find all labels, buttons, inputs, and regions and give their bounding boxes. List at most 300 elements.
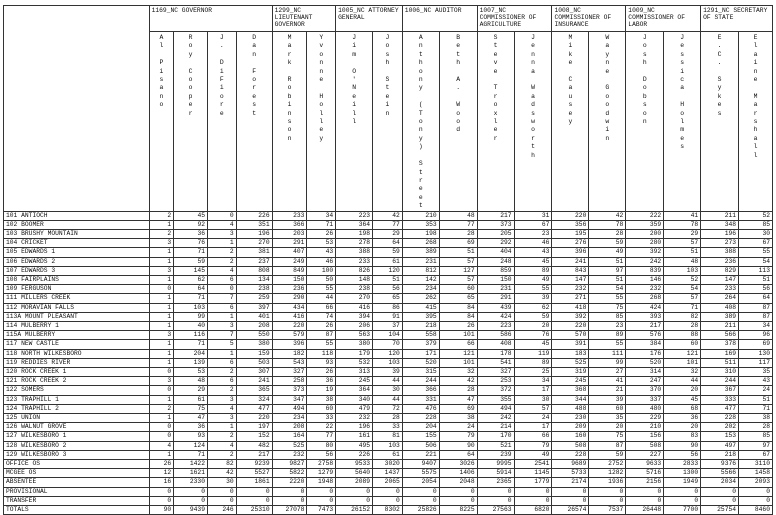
vote-count: 20: [664, 386, 701, 395]
vote-count: 0: [208, 211, 237, 220]
vote-count: 268: [402, 239, 439, 248]
vote-count: 389: [701, 312, 739, 321]
vote-count: 0: [514, 496, 552, 505]
vote-count: 5566: [701, 469, 739, 478]
vote-count: 60: [439, 285, 477, 294]
vote-count: 2048: [439, 478, 477, 487]
vote-count: 44: [373, 377, 403, 386]
vote-count: 7: [208, 294, 237, 303]
table-row: [4, 303, 773, 312]
vote-count: 843: [552, 266, 589, 275]
vote-count: 337: [626, 395, 664, 404]
candidate-header-anthony-tony-street: [402, 32, 439, 212]
vote-count: 32: [439, 367, 477, 376]
vote-count: 826: [336, 266, 373, 275]
vote-count: 46: [307, 257, 336, 266]
vote-count: 82: [664, 312, 701, 321]
vote-count: 829: [701, 266, 739, 275]
vote-count: 2: [208, 257, 237, 266]
vote-count: 228: [552, 450, 589, 459]
vote-count: 333: [701, 395, 739, 404]
vote-count: 71: [307, 220, 336, 229]
vote-count: 241: [552, 257, 589, 266]
vote-count: 520: [626, 358, 664, 367]
vote-count: 208: [236, 321, 272, 330]
vote-count: 26: [307, 229, 336, 238]
vote-count: 220: [552, 321, 589, 330]
vote-count: 93: [174, 432, 208, 441]
vote-count: 51: [373, 275, 403, 284]
vote-count: 271: [552, 294, 589, 303]
vote-count: 69: [439, 239, 477, 248]
vote-count: 4: [208, 266, 237, 275]
vote-count: 89: [589, 331, 626, 340]
office-header-1009-nc-commissioner-of-labor: 1009_NC COMMISSIONER OF LABOR: [626, 6, 701, 32]
candidate-name: E . C . S y k e s: [717, 34, 722, 117]
vote-count: 0: [149, 423, 174, 432]
vote-count: 238: [236, 285, 272, 294]
candidate-header-jessica-holmes: [664, 32, 701, 212]
vote-count: 36: [174, 423, 208, 432]
office-header-1291-nc-secretary-of-state: 1291_NC SECRETARY OF STATE: [701, 6, 773, 32]
vote-count: 134: [236, 275, 272, 284]
vote-count: 156: [626, 432, 664, 441]
vote-count: 92: [174, 220, 208, 229]
vote-count: 2: [208, 367, 237, 376]
vote-count: 8460: [739, 506, 773, 515]
vote-count: 353: [402, 220, 439, 229]
vote-count: 2: [208, 386, 237, 395]
vote-count: 28: [373, 414, 403, 423]
vote-count: 53: [174, 367, 208, 376]
vote-count: 1: [149, 450, 174, 459]
vote-count: 120: [373, 349, 403, 358]
vote-count: 1: [149, 257, 174, 266]
vote-count: 84: [439, 303, 477, 312]
office-header-1299-nc-lieutenant-governor: 1299_NC LIEUTENANT GOVERNOR: [272, 6, 336, 32]
vote-count: 220: [236, 414, 272, 423]
vote-count: 87: [589, 441, 626, 450]
vote-count: 48: [439, 211, 477, 220]
vote-count: 97: [739, 441, 773, 450]
vote-count: 223: [477, 321, 514, 330]
vote-count: 83: [664, 432, 701, 441]
candidate-header-yvonne-holley: [307, 32, 336, 212]
precinct-name: 103 BRUSHY MOUNTAIN: [4, 229, 150, 238]
vote-count: 35: [589, 414, 626, 423]
vote-count: 171: [402, 349, 439, 358]
vote-count: 67: [739, 450, 773, 459]
vote-count: 570: [552, 331, 589, 340]
vote-count: 65: [439, 294, 477, 303]
candidate-name: A l P i s a n o: [159, 34, 164, 109]
vote-count: 511: [701, 358, 739, 367]
vote-count: 127: [439, 266, 477, 275]
vote-count: 62: [514, 303, 552, 312]
vote-count: 482: [236, 441, 272, 450]
vote-count: 42: [373, 211, 403, 220]
vote-count: 340: [336, 395, 373, 404]
vote-count: 1: [149, 414, 174, 423]
vote-count: 103: [373, 441, 403, 450]
vote-count: 0: [701, 487, 739, 496]
vote-count: 6: [208, 377, 237, 386]
candidate-name: J o s h D o b s o n: [642, 34, 647, 126]
vote-count: 1458: [739, 469, 773, 478]
vote-count: 9439: [174, 506, 208, 515]
vote-count: 50: [307, 275, 336, 284]
precinct-name: 108 FAIRPLAINS: [4, 275, 150, 284]
vote-count: 315: [402, 367, 439, 376]
vote-count: 68: [664, 404, 701, 413]
vote-count: 52: [664, 275, 701, 284]
vote-count: 56: [373, 285, 403, 294]
vote-count: 34: [739, 321, 773, 330]
vote-count: 367: [701, 386, 739, 395]
vote-count: 48: [664, 257, 701, 266]
vote-count: 231: [477, 285, 514, 294]
table-row: [4, 377, 773, 386]
precinct-name: TRANSFER: [4, 496, 150, 505]
vote-count: 57: [664, 239, 701, 248]
vote-count: 366: [272, 220, 307, 229]
vote-count: 246: [208, 506, 237, 515]
vote-count: 150: [272, 275, 307, 284]
vote-count: 521: [477, 441, 514, 450]
vote-count: 71: [739, 404, 773, 413]
vote-count: 479: [336, 404, 373, 413]
vote-count: 226: [336, 450, 373, 459]
vote-count: 2174: [552, 478, 589, 487]
vote-count: 67: [514, 220, 552, 229]
vote-count: 1300: [664, 469, 701, 478]
vote-count: 566: [701, 331, 739, 340]
vote-count: 30: [514, 395, 552, 404]
vote-count: 3: [149, 377, 174, 386]
vote-count: 415: [402, 303, 439, 312]
candidate-header-jim-o-neill: [336, 32, 373, 212]
vote-count: 2541: [514, 460, 552, 469]
results-sheet: [3, 5, 773, 514]
vote-count: 508: [552, 441, 589, 450]
vote-count: 550: [236, 331, 272, 340]
vote-count: 197: [236, 423, 272, 432]
vote-count: 262: [402, 294, 439, 303]
vote-count: 0: [149, 285, 174, 294]
vote-count: 29: [174, 386, 208, 395]
candidate-name: B e t h A . W o o d: [456, 34, 461, 134]
table-row: [4, 487, 773, 496]
vote-count: 59: [589, 450, 626, 459]
vote-count: 0: [664, 487, 701, 496]
vote-count: 214: [477, 423, 514, 432]
vote-count: 233: [701, 285, 739, 294]
vote-count: 17: [514, 386, 552, 395]
vote-count: 6820: [514, 506, 552, 515]
vote-count: 0: [236, 496, 272, 505]
vote-count: 319: [552, 367, 589, 376]
vote-count: 248: [477, 257, 514, 266]
vote-count: 2: [208, 450, 237, 459]
vote-count: 118: [307, 349, 336, 358]
vote-count: 153: [701, 432, 739, 441]
vote-count: 24: [439, 423, 477, 432]
vote-count: 1: [149, 303, 174, 312]
vote-count: 291: [272, 239, 307, 248]
vote-count: 280: [626, 239, 664, 248]
vote-count: 276: [552, 239, 589, 248]
vote-count: 24: [739, 386, 773, 395]
vote-count: 241: [236, 377, 272, 386]
vote-count: 2: [149, 211, 174, 220]
vote-count: 164: [272, 432, 307, 441]
vote-count: 532: [336, 358, 373, 367]
vote-count: 397: [236, 303, 272, 312]
vote-count: 28: [664, 321, 701, 330]
candidate-header-jenna-wadsworth: [514, 32, 552, 212]
vote-count: 0: [208, 496, 237, 505]
candidate-name: M a r k R o b i n s o n: [287, 34, 292, 142]
vote-count: 264: [701, 294, 739, 303]
vote-count: 160: [552, 432, 589, 441]
vote-count: 2365: [477, 478, 514, 487]
vote-count: 60: [664, 340, 701, 349]
precinct-name: 119 REDDIES RIVER: [4, 358, 150, 367]
vote-count: 75: [174, 404, 208, 413]
vote-count: 1936: [589, 478, 626, 487]
table-row: [4, 496, 773, 505]
precinct-rows: [4, 211, 773, 515]
vote-count: 23: [589, 321, 626, 330]
vote-count: 579: [272, 331, 307, 340]
vote-count: 324: [236, 395, 272, 404]
vote-count: 2: [208, 248, 237, 257]
precinct-name: 111 MILLERS CREEK: [4, 294, 150, 303]
vote-count: 4: [149, 441, 174, 450]
vote-count: 1: [149, 340, 174, 349]
vote-count: 147: [552, 275, 589, 284]
vote-count: 208: [272, 423, 307, 432]
vote-count: 25826: [402, 506, 439, 515]
vote-count: 5640: [336, 469, 373, 478]
vote-count: 9689: [552, 460, 589, 469]
vote-count: 57: [514, 404, 552, 413]
vote-count: 47: [439, 395, 477, 404]
vote-count: 45: [514, 340, 552, 349]
vote-count: 408: [477, 340, 514, 349]
vote-count: 220: [552, 211, 589, 220]
vote-count: 25310: [236, 506, 272, 515]
vote-count: 270: [336, 294, 373, 303]
table-row: [4, 506, 773, 515]
vote-count: 29: [373, 229, 403, 238]
vote-count: 381: [236, 248, 272, 257]
vote-count: 41: [664, 211, 701, 220]
vote-count: 392: [626, 248, 664, 257]
vote-count: 23: [514, 229, 552, 238]
vote-count: 503: [236, 358, 272, 367]
vote-count: 373: [272, 386, 307, 395]
vote-count: 404: [477, 248, 514, 257]
precinct-name: 107 EDWARDS 3: [4, 266, 150, 275]
vote-count: 119: [514, 349, 552, 358]
vote-count: 424: [477, 312, 514, 321]
vote-count: 476: [402, 404, 439, 413]
vote-count: 6: [208, 358, 237, 367]
vote-count: 477: [236, 404, 272, 413]
vote-count: 3: [208, 395, 237, 404]
vote-count: 6: [208, 275, 237, 284]
vote-count: 508: [626, 441, 664, 450]
vote-count: 477: [701, 404, 739, 413]
candidate-name: Y v o n n e H o l l e y: [319, 34, 324, 142]
vote-count: 2: [149, 404, 174, 413]
vote-count: 0: [402, 496, 439, 505]
vote-count: 7537: [589, 506, 626, 515]
vote-count: 291: [477, 294, 514, 303]
vote-count: 344: [552, 395, 589, 404]
precinct-name: 114 MULBERRY 1: [4, 321, 150, 330]
vote-count: 290: [272, 294, 307, 303]
vote-count: 28: [739, 423, 773, 432]
candidate-name: J o s h S t e i n: [385, 34, 390, 117]
vote-count: 57: [439, 257, 477, 266]
candidate-name: J e n n a W a d s w o r t h: [531, 34, 535, 159]
vote-count: 2: [149, 229, 174, 238]
vote-count: 249: [272, 257, 307, 266]
vote-count: 228: [402, 414, 439, 423]
vote-count: 75: [589, 303, 626, 312]
precinct-name: 122 SOMERS: [4, 386, 150, 395]
vote-count: 30: [208, 478, 237, 487]
table-row: [4, 414, 773, 423]
table-row: [4, 266, 773, 275]
vote-count: 25: [514, 367, 552, 376]
vote-count: 218: [701, 450, 739, 459]
table-row: [4, 469, 773, 478]
vote-count: 103: [664, 266, 701, 275]
table-row: [4, 239, 773, 248]
vote-count: 222: [626, 211, 664, 220]
candidate-name: M i k e C a u s e y: [568, 34, 573, 126]
vote-count: 0: [373, 487, 403, 496]
vote-count: 416: [272, 312, 307, 321]
vote-count: 206: [336, 321, 373, 330]
vote-count: 379: [402, 340, 439, 349]
candidate-header-beth-a-wood: [439, 32, 477, 212]
vote-count: 198: [336, 229, 373, 238]
vote-count: 36: [307, 377, 336, 386]
precinct-name: 128 WILKESBORO 2: [4, 441, 150, 450]
vote-count: 20: [514, 321, 552, 330]
vote-count: 1: [149, 358, 174, 367]
vote-count: 0: [477, 496, 514, 505]
table-row: [4, 321, 773, 330]
vote-count: 5822: [272, 469, 307, 478]
vote-count: 57: [439, 275, 477, 284]
vote-count: 245: [552, 377, 589, 386]
vote-count: 203: [272, 229, 307, 238]
candidate-name: A n t h o n y ( T o n y ) S t r e e t: [418, 34, 423, 210]
vote-count: 4: [208, 441, 237, 450]
vote-count: 82: [208, 460, 237, 469]
vote-count: 5527: [236, 469, 272, 478]
vote-count: 0: [149, 386, 174, 395]
vote-count: 45: [664, 395, 701, 404]
vote-count: 238: [336, 285, 373, 294]
vote-count: 1: [208, 239, 237, 248]
vote-count: 236: [272, 285, 307, 294]
vote-count: 204: [402, 423, 439, 432]
vote-count: 57: [664, 294, 701, 303]
office-header-1005-nc-attorney-general: 1005_NC ATTORNEY GENERAL: [336, 6, 403, 32]
vote-count: 84: [439, 312, 477, 321]
vote-count: 2330: [174, 478, 208, 487]
vote-count: 1: [149, 321, 174, 330]
vote-count: 259: [236, 294, 272, 303]
vote-count: 541: [477, 358, 514, 367]
vote-count: 0: [589, 496, 626, 505]
vote-count: 1279: [307, 469, 336, 478]
vote-count: 150: [477, 275, 514, 284]
vote-count: 221: [402, 450, 439, 459]
vote-count: 27078: [272, 506, 307, 515]
vote-count: 61: [373, 450, 403, 459]
vote-count: 0: [272, 487, 307, 496]
vote-count: 391: [552, 340, 589, 349]
vote-count: 87: [307, 331, 336, 340]
table-row: [4, 257, 773, 266]
vote-count: 54: [739, 257, 773, 266]
candidate-name: E l a i n e M a r s h a l l: [753, 34, 758, 159]
vote-count: 0: [402, 487, 439, 496]
vote-count: 506: [402, 441, 439, 450]
vote-count: 99: [174, 312, 208, 321]
vote-count: 5733: [552, 469, 589, 478]
vote-count: 43: [514, 248, 552, 257]
vote-count: 576: [626, 331, 664, 340]
precinct-name: MCGEE OS: [4, 469, 150, 478]
vote-count: 205: [477, 229, 514, 238]
vote-count: 211: [701, 321, 739, 330]
table-row: [4, 331, 773, 340]
vote-count: 183: [552, 349, 589, 358]
vote-count: 75: [589, 432, 626, 441]
vote-count: 80: [307, 441, 336, 450]
vote-count: 1406: [439, 469, 477, 478]
precinct-name: ABSENTEE: [4, 478, 150, 487]
vote-count: 9995: [477, 460, 514, 469]
vote-count: 87: [739, 312, 773, 321]
precinct-header-blank: [4, 6, 150, 212]
vote-count: 30: [739, 229, 773, 238]
vote-count: 418: [552, 303, 589, 312]
vote-count: 152: [236, 432, 272, 441]
table-row: [4, 441, 773, 450]
vote-count: 71: [174, 340, 208, 349]
precinct-name: 118 NORTH WILKESBORO: [4, 349, 150, 358]
vote-count: 234: [402, 285, 439, 294]
vote-count: 204: [174, 349, 208, 358]
office-header-1006-nc-auditor: 1006_NC AUDITOR: [402, 6, 477, 32]
vote-count: 6: [208, 303, 237, 312]
vote-count: 232: [552, 285, 589, 294]
vote-count: 37: [373, 321, 403, 330]
vote-count: 36: [174, 229, 208, 238]
vote-count: 2156: [626, 478, 664, 487]
table-row: [4, 432, 773, 441]
vote-count: 196: [236, 229, 272, 238]
